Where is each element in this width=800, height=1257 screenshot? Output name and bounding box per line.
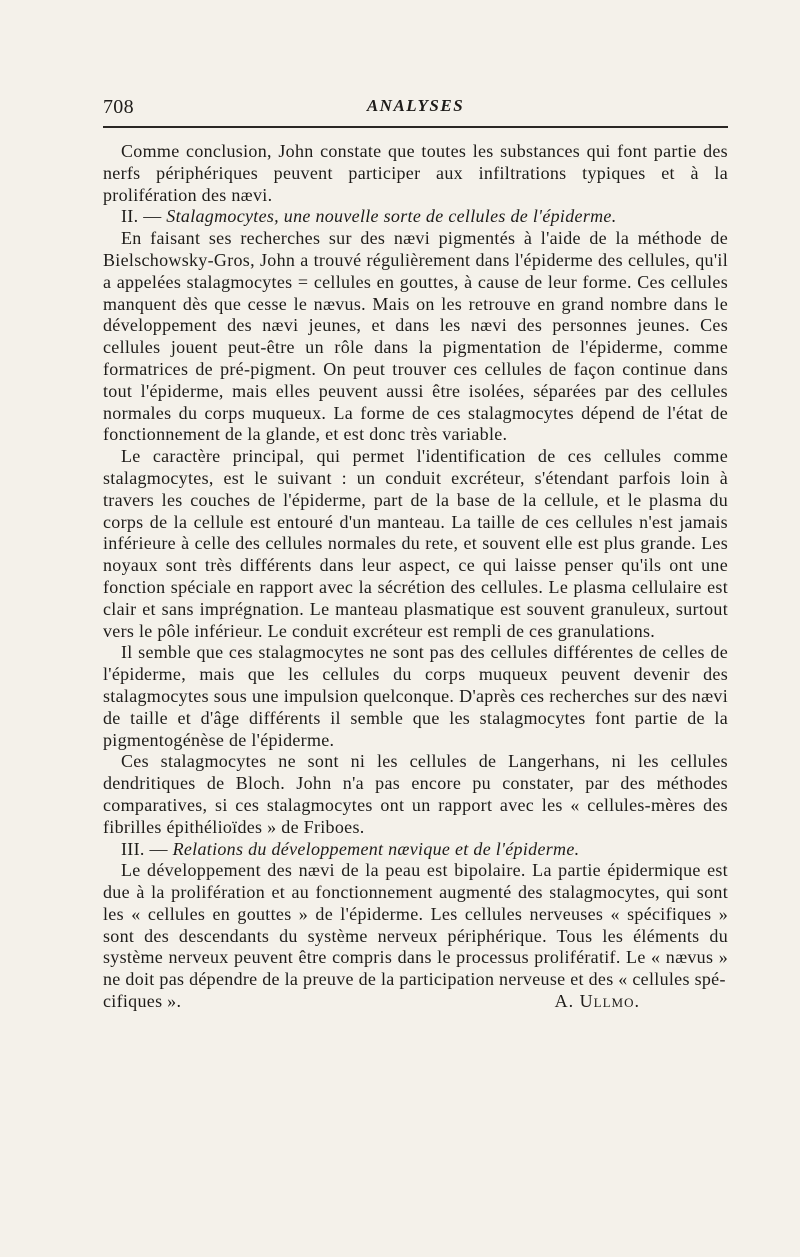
paragraph: Il semble que ces stalagmocytes ne sont pas des cellules différentes de celles de l'épiderme, mais que les cellules du corps muqueux peuvent devenir des stalagmocytes sous une impulsion quelconque. D'après ces recherches sur des nævi de taille et d'âge différents il semble que les stalagmocytes font partie de la pigmentogénèse de l'épiderme. [103,642,728,750]
section-heading-2 [103,206,728,228]
running-title: ANALYSES [366,96,465,115]
section-title: Stalagmocytes, une nouvelle sorte de cellules de l'épiderme. [166,206,617,227]
header-rule [103,126,728,128]
closing-line [103,991,728,1013]
page-number: 708 [103,96,134,118]
closing-text: cifiques ». [103,991,182,1012]
section-heading-3 [103,839,728,861]
paragraph: En faisant ses recherches sur des nævi pigmentés à l'aide de la méthode de Bielschowsky-Gros, John a trouvé régulièrement dans l'épiderme des cellules, qu'il a appelées stalagmocytes = cellules en gouttes, à cause de leur forme. Ces cellules manquent dès que cesse le nævus. Mais on les retrouve en grand nombre dans le développement des nævi jeunes, et dans les nævi des personnes jeunes. Ces cellules jouent peut-être un rôle dans la pigmentation de l'épiderme, comme formatrices de pré-pigment. On peut trouver ces cellules de façon continue dans tout l'épiderme, mais elles peuvent aussi être isolées, séparées par des cellules normales du corps muqueux. La forme de ces stalagmocytes dépend de l'état de fonctionnement de la glande, et est donc très variable. [103,228,728,445]
section-title: Relations du développement nævique et de l'épiderme. [172,838,580,859]
body-text [103,141,728,1013]
paragraph: Le développement des nævi de la peau est bipolaire. La partie épidermique est due à la prolifération et au fonctionnement augmenté des stalagmocytes, qui sont les « cellules en gouttes » de l'épiderme. Les cellules nerveuses « spécifiques » sont des descendants du système nerveux périphérique. Tous les éléments du système nerveux peuvent être compris dans le processus prolifératif. Le « nævus » ne doit pas dépendre de la preuve de la participation nerveuse et des « cellules spé- [103,860,728,990]
section-number: III. — [121,838,173,859]
paragraph: Le caractère principal, qui permet l'identification de ces cellules comme stalagmocytes, est le suivant : un conduit excréteur, s'étendant parfois loin à travers les couches de l'épiderme, part de la base de la cellule, et le plasma du corps de la cellule est entouré d'un manteau. La taille de ces cellules n'est jamais inférieure à celle des cellules normales du rete, et souvent elle est plus grande. Les noyaux sont très différents dans leur aspect, ce qui laisse penser qu'ils ont une fonction spéciale en rapport avec la sécrétion des cellules. Le plasma cellulaire est clair et sans imprégnation. Le manteau plasmatique est souvent granuleux, surtout vers le pôle inférieur. Le conduit excréteur est rempli de ces granulations. [103,446,728,641]
paragraph: Ces stalagmocytes ne sont ni les cellules de Langerhans, ni les cellules dendritiques de Bloch. John n'a pas encore pu constater, par des méthodes comparatives, si ces stalagmocytes ont un rapport avec les « cellules-mères des fibrilles épithélioïdes » de Friboes. [103,751,728,837]
page-header [103,96,728,126]
paragraph-conclusion: Comme conclusion, John constate que toutes les substances qui font partie des nerfs périphériques peuvent participer aux infiltrations typiques et à la prolifération des nævi. [103,141,728,205]
author-signature: A. Ullmo. [554,991,640,1012]
section-number: II. — [121,206,167,227]
